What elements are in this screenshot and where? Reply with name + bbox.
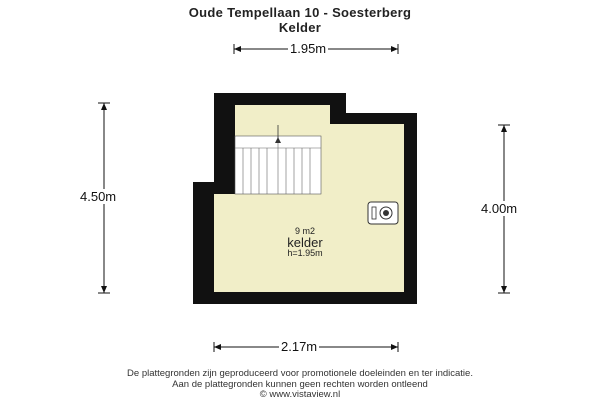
room-area: 9 m2 [294,226,315,236]
boiler-icon [368,202,398,224]
dimension-left-label: 4.50m [80,189,117,204]
room-floor [214,105,404,292]
dimension-top-label: 1.95m [290,41,327,56]
plan-address-title: Oude Tempellaan 10 - Soesterberg [188,5,412,20]
dimension-bottom-label: 2.17m [281,339,318,354]
copyright-text: © www.vistaview.nl [259,389,341,400]
plan-floor-title: Kelder [278,20,322,35]
disclaimer-line-2: Aan de plattegronden kunnen geen rechten worden ontleend [172,379,428,390]
dimension-right-label: 4.00m [481,201,518,216]
room-height: h=1.95m [287,248,323,258]
disclaimer-line-1: De plattegronden zijn geproduceerd voor promotionele doeleinden en ter indicatie. [127,368,473,379]
room-name: kelder [287,235,323,250]
